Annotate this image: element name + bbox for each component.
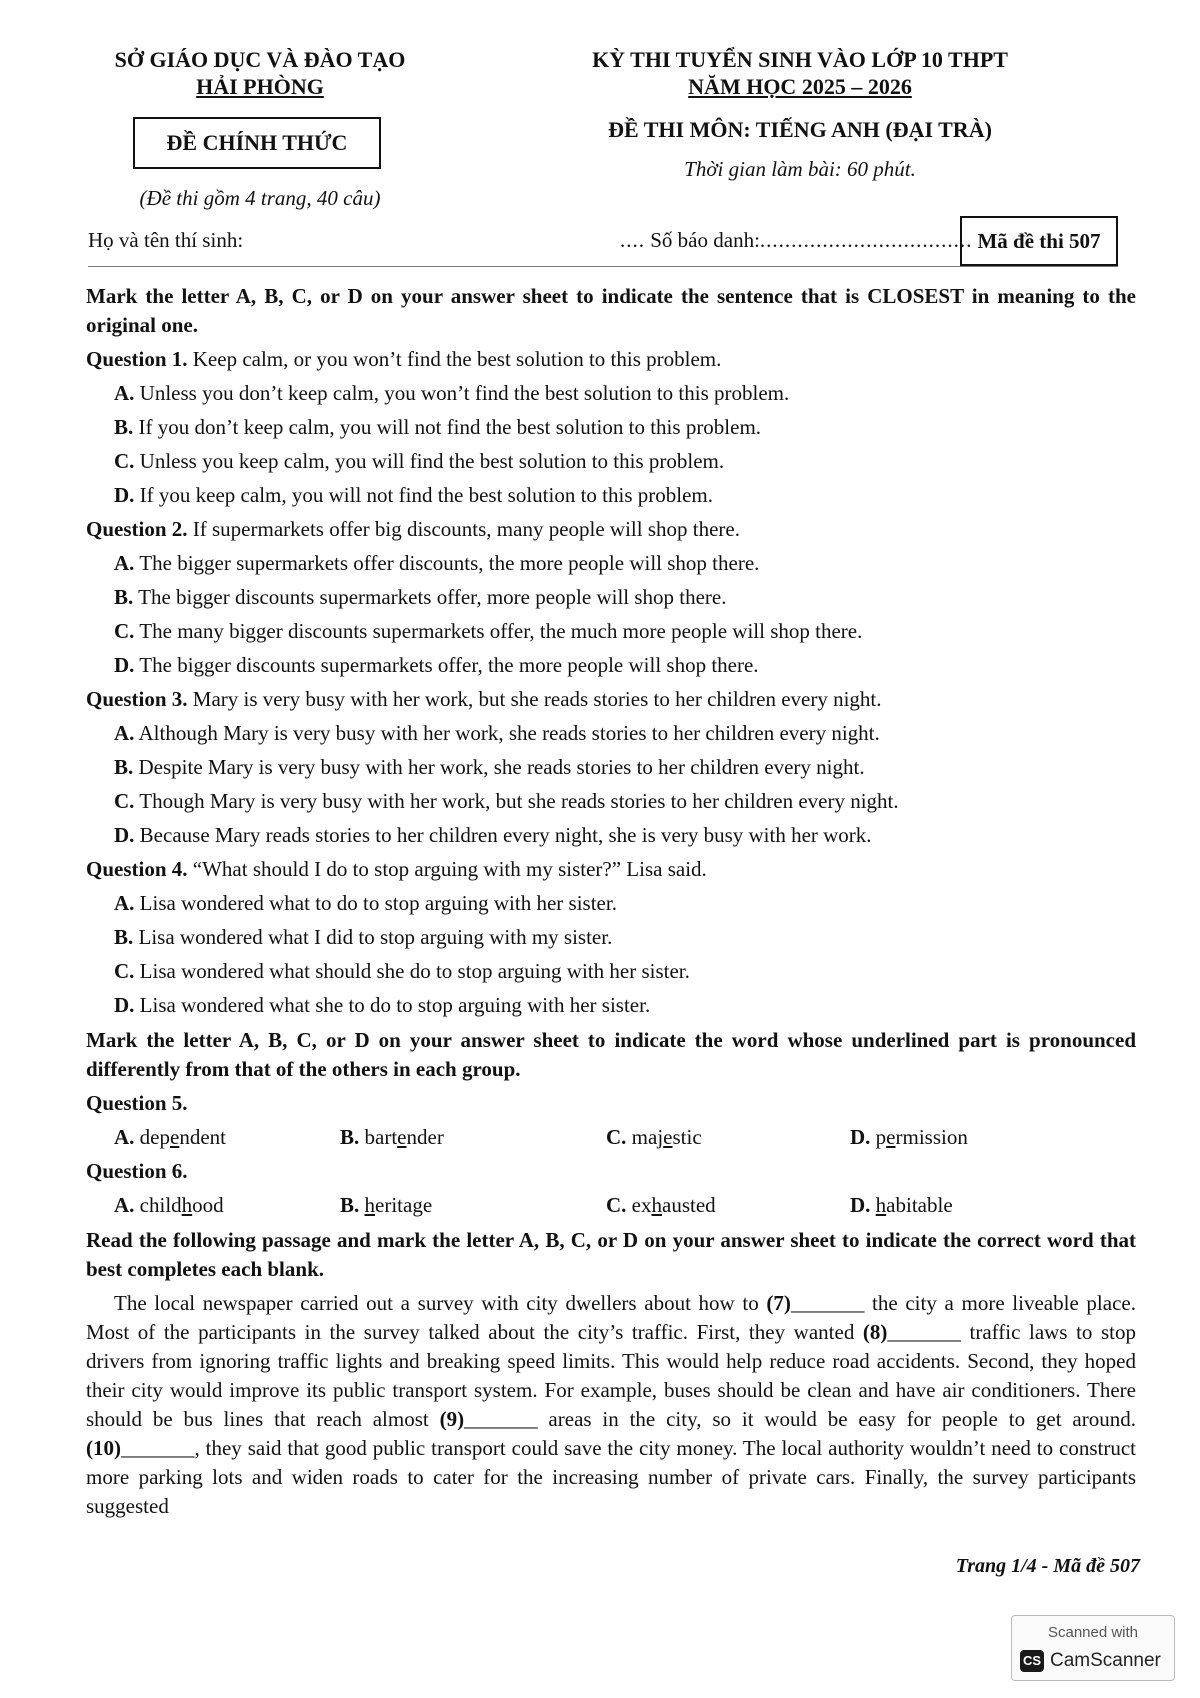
reading-passage: The local newspaper carried out a survey with city dwellers about how to (7)_______ the city a more liveable place. Most of the participants in the survey talked about the city’s traffic. First, they wanted (8)_______ traffic laws to stop drivers from ignoring traffic lights and breaking speed limits. This would help reduce road accidents. Second, they hoped their city would improve its public transport system. For example, buses should be clean and have air conditioners. There should be bus lines that reach almost (9)_______ areas in the city, so it would be easy for people to get around. (10)_______, they said that good public transport could save the city money. The local authority wouldn’t need to construct more parking lots and widen roads to cater for the increasing number of private cars. Finally, the survey participants suggested (86, 1291, 1136, 1518)
question-3: Question 3. Mary is very busy with her work, but she reads stories to her children every night. (86, 687, 882, 711)
question-5-options (114, 1123, 1136, 1152)
option[interactable]: D. permission (850, 1125, 968, 1149)
option[interactable]: A. Lisa wondered what to do to stop arguing with her sister. (114, 891, 617, 915)
option[interactable]: B. heritage (340, 1193, 433, 1217)
option[interactable]: A. Unless you don’t keep calm, you won’t find the best solution to this problem. (114, 381, 790, 405)
section2-instruction: Mark the letter A, B, C, or D on your answer sheet to indicate the word whose underlined part is pronounced differently from that of the others in each group. (86, 1028, 1136, 1081)
camscanner-name: CamScanner (1050, 1650, 1161, 1671)
option[interactable]: A. The bigger supermarkets offer discounts, the more people will shop there. (114, 551, 760, 575)
exam-name: KỲ THI TUYỂN SINH VÀO LỚP 10 THPT (592, 47, 1008, 72)
option[interactable]: C. exhausted (606, 1193, 716, 1217)
blank-9[interactable]: _______ (464, 1407, 538, 1431)
candidate-number-field[interactable]: .... Số báo danh:.................................. (620, 228, 973, 252)
city-name: HẢI PHÒNG (196, 74, 324, 99)
official-label-box (133, 117, 381, 169)
blank-10[interactable]: _______ (121, 1436, 195, 1460)
option[interactable]: A. Although Mary is very busy with her work, she reads stories to her children every night. (114, 721, 880, 745)
option[interactable]: C. Unless you keep calm, you will find the best solution to this problem. (114, 449, 725, 473)
option[interactable]: D. Lisa wondered what she to do to stop arguing with her sister. (114, 993, 651, 1017)
candidate-name-label: Họ và tên thí sinh: (88, 228, 244, 252)
option[interactable]: B. If you don’t keep calm, you will not find the best solution to this problem. (114, 415, 762, 439)
question-6: Question 6. (86, 1159, 188, 1183)
pages-note: (Đề thi gồm 4 trang, 40 câu) (139, 186, 381, 210)
school-year: NĂM HỌC 2025 – 2026 (688, 74, 912, 99)
department-header (90, 46, 430, 100)
question-6-options (114, 1191, 1136, 1220)
option[interactable]: D. habitable (850, 1193, 953, 1217)
section1-instruction: Mark the letter A, B, C, or D on your answer sheet to indicate the sentence that is CLOSEST in meaning to the original one. (86, 284, 1136, 337)
option[interactable]: B. Lisa wondered what I did to stop arguing with my sister. (114, 925, 613, 949)
scanned-with-text: Scanned with (1047, 1624, 1139, 1641)
exam-duration: Thời gian làm bài: 60 phút. (684, 157, 916, 181)
exam-code-box (960, 216, 1118, 266)
department-name: SỞ GIÁO DỤC VÀ ĐÀO TẠO (114, 47, 406, 72)
header-divider (88, 266, 1118, 267)
option[interactable]: D. Because Mary reads stories to her children every night, she is very busy with her work. (114, 823, 872, 847)
candidate-number-label: Số báo danh: (650, 228, 760, 252)
blank-7[interactable]: _______ (790, 1291, 865, 1315)
option[interactable]: B. bartender (340, 1125, 444, 1149)
option[interactable]: D. If you keep calm, you will not find the best solution to this problem. (114, 483, 714, 507)
exam-subject: ĐỀ THI MÔN: TIẾNG ANH (ĐẠI TRÀ) (608, 117, 992, 142)
option[interactable]: C. Though Mary is very busy with her work, but she reads stories to her children every night. (114, 789, 899, 813)
blank-8[interactable]: _______ (887, 1320, 961, 1344)
option[interactable]: B. The bigger discounts supermarkets offer, more people will shop there. (114, 585, 727, 609)
camscanner-watermark (1011, 1615, 1175, 1681)
camscanner-logo-icon: CS (1020, 1650, 1044, 1672)
page-footer: Trang 1/4 - Mã đề 507 (955, 1555, 1140, 1577)
exam-code: Mã đề thi 507 (977, 228, 1101, 253)
candidate-name-field[interactable] (88, 228, 243, 253)
official-label: ĐỀ CHÍNH THỨC (166, 130, 348, 155)
exam-content (86, 282, 1136, 1521)
option[interactable]: D. The bigger discounts supermarkets offer, the more people will shop there. (114, 653, 759, 677)
question-5: Question 5. (86, 1091, 188, 1115)
option[interactable]: A. childhood (114, 1193, 224, 1217)
question-1: Question 1. Keep calm, or you won’t find the best solution to this problem. (86, 347, 722, 371)
option[interactable]: C. Lisa wondered what should she do to stop arguing with her sister. (114, 959, 690, 983)
exam-header (560, 46, 1040, 100)
option[interactable]: B. Despite Mary is very busy with her work, she reads stories to her children every night. (114, 755, 865, 779)
section3-instruction: Read the following passage and mark the letter A, B, C, or D on your answer sheet to indicate the correct word that best completes each blank. (86, 1228, 1136, 1281)
option[interactable]: A. dependent (114, 1125, 226, 1149)
option[interactable]: C. The many bigger discounts supermarkets offer, the much more people will shop there. (114, 619, 863, 643)
option[interactable]: C. majestic (606, 1125, 702, 1149)
question-2: Question 2. If supermarkets offer big discounts, many people will shop there. (86, 517, 740, 541)
question-4: Question 4. “What should I do to stop arguing with my sister?” Lisa said. (86, 857, 707, 881)
